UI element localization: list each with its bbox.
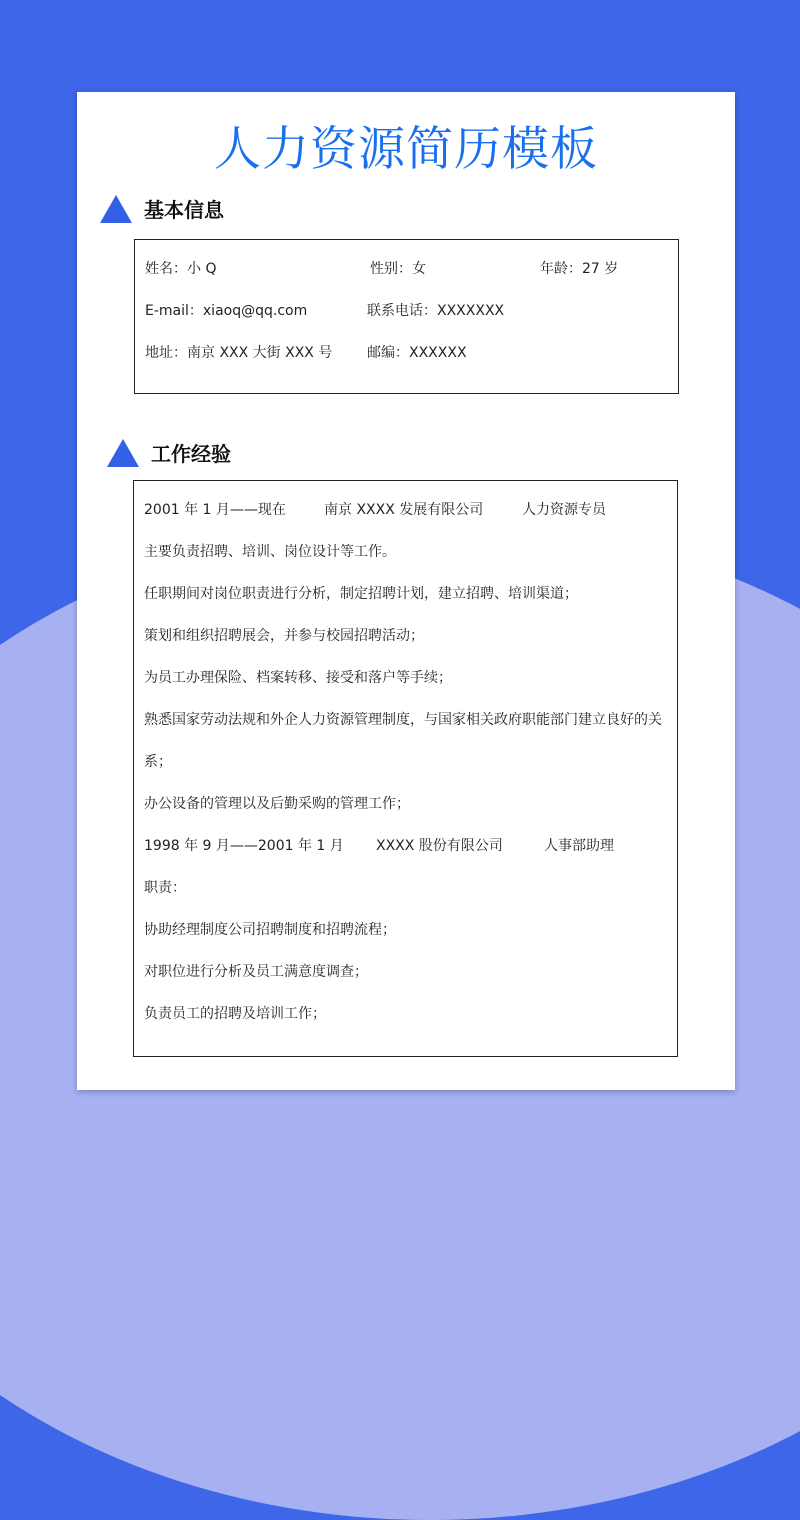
job-period: 2001 年 1 月——现在 xyxy=(144,502,286,518)
postcode-field: 邮编：XXXXXX xyxy=(367,345,467,361)
job-company: 南京 XXXX 发展有限公司 xyxy=(324,502,484,518)
section-title: 基本信息 xyxy=(144,198,224,222)
triangle-icon xyxy=(107,439,139,467)
page-title: 人力资源简历模板 xyxy=(214,122,598,177)
duty-line: 职责： xyxy=(144,880,186,896)
basic-info-box xyxy=(134,239,679,394)
duty-line: 熟悉国家劳动法规和外企人力资源管理制度，与国家相关政府职能部门建立良好的关 xyxy=(144,712,662,728)
duty-line: 系； xyxy=(144,754,172,770)
duty-line: 任职期间对岗位职责进行分析，制定招聘计划，建立招聘、培训渠道； xyxy=(144,586,578,602)
duty-line: 负责员工的招聘及培训工作； xyxy=(144,1006,326,1022)
section-title: 工作经验 xyxy=(151,442,231,466)
section-basic-info xyxy=(100,194,224,223)
duty-line: 主要负责招聘、培训、岗位设计等工作。 xyxy=(144,544,396,560)
email-field: E-mail：xiaoq@qq.com xyxy=(145,303,308,319)
job-company: XXXX 股份有限公司 xyxy=(376,838,503,854)
resume-page xyxy=(77,92,735,1090)
section-work-experience xyxy=(107,438,231,467)
phone-field: 联系电话：XXXXXXX xyxy=(367,303,505,319)
duty-line: 对职位进行分析及员工满意度调查； xyxy=(144,964,368,980)
duty-line: 协助经理制度公司招聘制度和招聘流程； xyxy=(144,922,396,938)
duty-line: 策划和组织招聘展会，并参与校园招聘活动； xyxy=(144,628,424,644)
duty-line: 办公设备的管理以及后勤采购的管理工作； xyxy=(144,796,410,812)
job-period: 1998 年 9 月——2001 年 1 月 xyxy=(144,838,344,854)
gender-field: 性别：女 xyxy=(370,261,426,277)
job-position: 人力资源专员 xyxy=(522,502,606,518)
work-experience-box xyxy=(133,480,678,1057)
address-field: 地址：南京 XXX 大街 XXX 号 xyxy=(145,345,333,361)
name-field: 姓名：小 Q xyxy=(145,261,217,277)
duty-line: 为员工办理保险、档案转移、接受和落户等手续； xyxy=(144,670,452,686)
job-position: 人事部助理 xyxy=(544,838,614,854)
age-field: 年龄：27 岁 xyxy=(540,261,619,277)
triangle-icon xyxy=(100,195,132,223)
